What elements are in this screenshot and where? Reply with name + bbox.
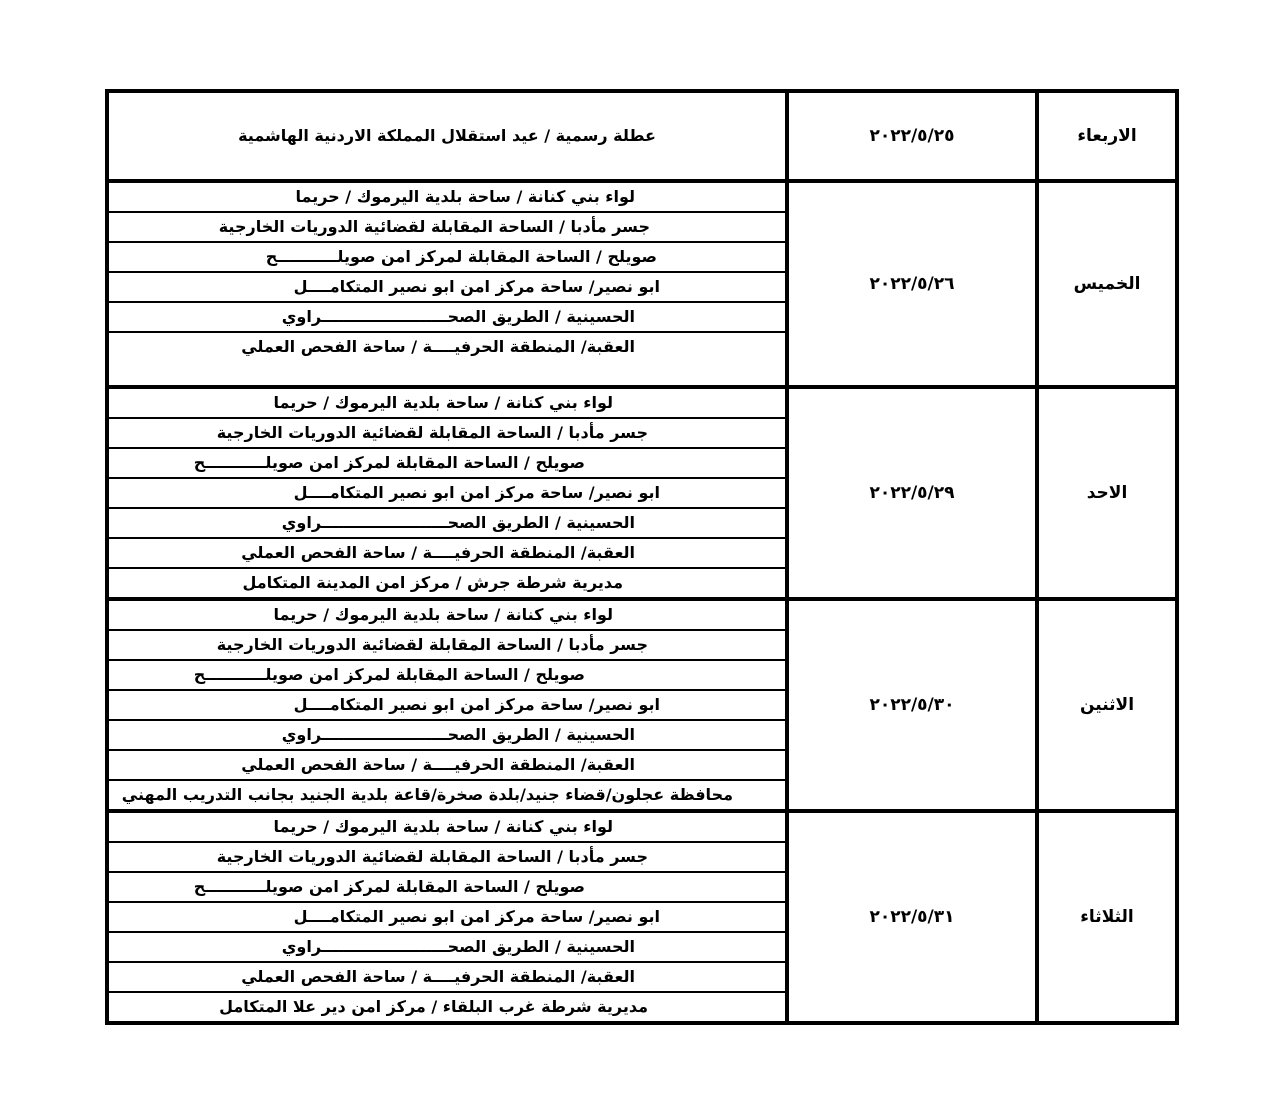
day-cell: الاربعاء bbox=[1037, 91, 1177, 181]
holiday-note: عطلة رسمية / عيد استقلال المملكة الاردنية الهاشمية bbox=[238, 126, 656, 145]
location-item: الحسينية / الطريق الصحـــــــــــــــــــــــراوي bbox=[109, 301, 785, 331]
date-cell: ٢٠٢٢/٥/٢٦ bbox=[787, 181, 1037, 387]
schedule-row-tuesday bbox=[107, 811, 1177, 1023]
location-item: الحسينية / الطريق الصحـــــــــــــــــــــــراوي bbox=[109, 719, 785, 749]
location-item: لواء بني كنانة / ساحة بلدية اليرموك / حريما bbox=[295, 187, 635, 206]
location-item: ابو نصير/ ساحة مركز امن ابو نصير المتكامــــل bbox=[109, 901, 785, 931]
location-item: العقبة/ المنطقة الحرفيــــة / ساحة الفحص العملي bbox=[109, 749, 785, 779]
date-cell: ٢٠٢٢/٥/٣٠ bbox=[787, 599, 1037, 811]
locations-cell bbox=[107, 181, 787, 387]
locations-cell bbox=[107, 387, 787, 599]
location-item: العقبة/ المنطقة الحرفيــــة / ساحة الفحص العملي bbox=[109, 537, 785, 567]
location-item: مديرية شرطة غرب البلقاء / مركز امن دير علا المتكامل bbox=[109, 991, 785, 1021]
schedule-row-sunday bbox=[107, 387, 1177, 599]
location-item: جسر مأدبا / الساحة المقابلة لقضائية الدوريات الخارجية bbox=[109, 629, 785, 659]
date-cell: ٢٠٢٢/٥/٣١ bbox=[787, 811, 1037, 1023]
day-cell: الثلاثاء bbox=[1037, 811, 1177, 1023]
location-item: لواء بني كنانة / ساحة بلدية اليرموك / حريما bbox=[273, 393, 613, 412]
day-cell: الاحد bbox=[1037, 387, 1177, 599]
location-item: محافظة عجلون/قضاء جنيد/بلدة صخرة/قاعة بلدية الجنيد بجانب التدريب المهني bbox=[109, 779, 785, 809]
location-item: العقبة/ المنطقة الحرفيــــة / ساحة الفحص العملي bbox=[109, 331, 785, 385]
location-item: لواء بني كنانة / ساحة بلدية اليرموك / حريما bbox=[273, 605, 613, 624]
location-item: مديرية شرطة جرش / مركز امن المدينة المتكامل bbox=[109, 567, 785, 597]
locations-cell bbox=[107, 811, 787, 1023]
location-item: الحسينية / الطريق الصحـــــــــــــــــــــــراوي bbox=[109, 507, 785, 537]
location-item: ابو نصير/ ساحة مركز امن ابو نصير المتكامــــل bbox=[109, 271, 785, 301]
locations-cell bbox=[107, 599, 787, 811]
location-item: جسر مأدبا / الساحة المقابلة لقضائية الدوريات الخارجية bbox=[109, 841, 785, 871]
date-cell: ٢٠٢٢/٥/٢٥ bbox=[787, 91, 1037, 181]
day-cell: الخميس bbox=[1037, 181, 1177, 387]
schedule-row-monday bbox=[107, 599, 1177, 811]
schedule-table bbox=[105, 89, 1179, 1025]
location-item: ابو نصير/ ساحة مركز امن ابو نصير المتكامــــل bbox=[109, 689, 785, 719]
location-item: صويلح / الساحة المقابلة لمركز امن صويلـــــــــــح bbox=[109, 871, 785, 901]
day-cell: الاثنين bbox=[1037, 599, 1177, 811]
location-item: العقبة/ المنطقة الحرفيــــة / ساحة الفحص العملي bbox=[109, 961, 785, 991]
location-item: لواء بني كنانة / ساحة بلدية اليرموك / حريما bbox=[273, 817, 613, 836]
schedule-row-thursday bbox=[107, 181, 1177, 387]
schedule-row-wednesday bbox=[107, 91, 1177, 181]
location-item: جسر مأدبا / الساحة المقابلة لقضائية الدوريات الخارجية bbox=[109, 211, 785, 241]
location-item: جسر مأدبا / الساحة المقابلة لقضائية الدوريات الخارجية bbox=[109, 417, 785, 447]
date-cell: ٢٠٢٢/٥/٢٩ bbox=[787, 387, 1037, 599]
location-item: صويلح / الساحة المقابلة لمركز امن صويلـــــــــــح bbox=[109, 447, 785, 477]
location-item: صويلح / الساحة المقابلة لمركز امن صويلـــــــــــح bbox=[109, 659, 785, 689]
location-item: الحسينية / الطريق الصحـــــــــــــــــــــــراوي bbox=[109, 931, 785, 961]
location-item: ابو نصير/ ساحة مركز امن ابو نصير المتكامــــل bbox=[109, 477, 785, 507]
location-item: صويلح / الساحة المقابلة لمركز امن صويلـــــــــــح bbox=[109, 241, 785, 271]
holiday-cell bbox=[107, 91, 787, 181]
